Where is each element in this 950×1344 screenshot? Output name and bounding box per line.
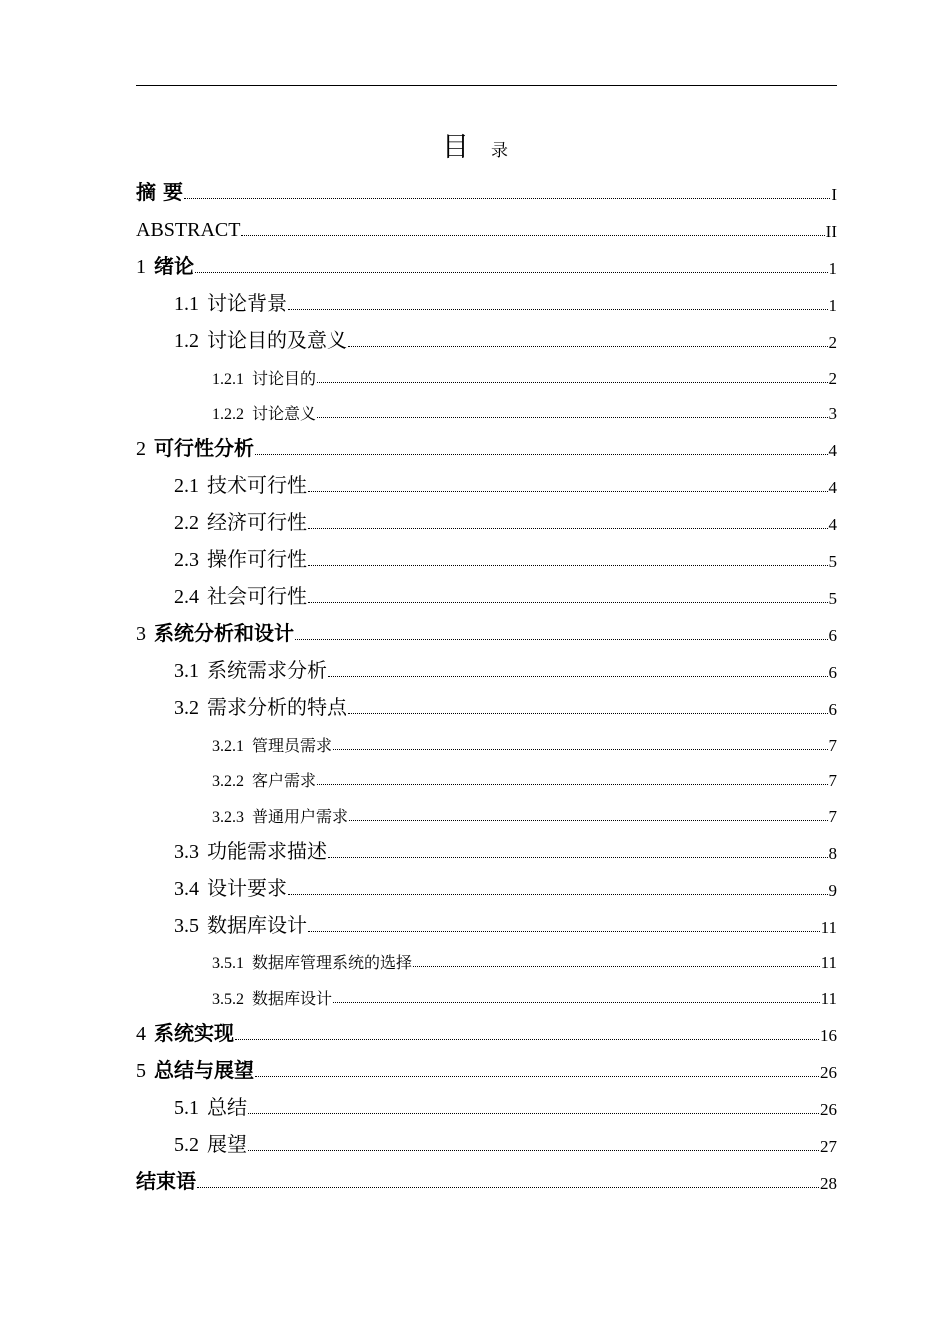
toc-entry-page: 11 xyxy=(820,988,837,1008)
dot-leader xyxy=(317,784,827,785)
dot-leader xyxy=(308,491,828,492)
toc-entry-label xyxy=(212,733,332,756)
dot-leader xyxy=(328,676,828,677)
toc-entry-page: 4 xyxy=(828,515,837,534)
toc-entry-page: 11 xyxy=(820,917,837,937)
toc-entry[interactable] xyxy=(136,1009,837,1046)
page-title xyxy=(0,128,950,171)
toc-entry-number: 3.4 xyxy=(174,877,199,900)
toc-entry[interactable] xyxy=(136,242,837,279)
toc-list xyxy=(136,168,837,1194)
toc-entry-text: 技术可行性 xyxy=(207,473,307,497)
toc-entry-page: 6 xyxy=(828,700,837,719)
toc-entry-page: I xyxy=(831,185,837,204)
toc-entry[interactable] xyxy=(136,864,837,901)
dot-leader xyxy=(184,198,830,199)
toc-entry-text: 客户需求 xyxy=(252,771,317,790)
toc-entry-text: 数据库设计 xyxy=(252,988,333,1008)
dot-leader xyxy=(317,382,827,383)
toc-entry-text: 经济可行性 xyxy=(207,510,307,534)
dot-leader xyxy=(255,454,828,455)
toc-entry-label xyxy=(212,401,316,424)
title-char-2: 录 xyxy=(491,141,508,161)
dot-leader xyxy=(288,894,828,895)
toc-entry-text: 操作可行性 xyxy=(207,547,307,571)
toc-entry-label xyxy=(174,324,347,353)
toc-entry-label xyxy=(174,469,307,498)
toc-entry-label xyxy=(136,176,183,205)
toc-entry-number: 2.2 xyxy=(174,512,199,534)
toc-entry-page: 9 xyxy=(828,880,837,900)
toc-entry-page: 7 xyxy=(828,735,837,755)
toc-entry[interactable] xyxy=(136,901,837,938)
dot-leader xyxy=(348,713,828,714)
toc-entry-number: 3.1 xyxy=(174,660,199,682)
toc-entry-label xyxy=(212,986,332,1009)
toc-entry-page: 26 xyxy=(820,1062,837,1082)
toc-entry-number: 2.1 xyxy=(174,475,199,497)
toc-entry-text: 总结 xyxy=(207,1094,247,1119)
toc-entry-text: 可行性分析 xyxy=(154,436,254,460)
toc-entry-number: 1.2.1 xyxy=(212,370,244,388)
toc-entry[interactable] xyxy=(136,498,837,535)
toc-entry-number: 3.2.2 xyxy=(212,773,244,790)
toc-entry-label xyxy=(212,804,348,827)
toc-entry-label xyxy=(174,691,347,720)
toc-entry-text: 讨论目的 xyxy=(252,368,317,388)
toc-entry-number: 3.3 xyxy=(174,840,199,863)
toc-entry-number: 3.2.3 xyxy=(212,808,244,826)
toc-entry-page: 6 xyxy=(828,626,837,645)
toc-entry[interactable] xyxy=(136,973,837,1009)
toc-entry-text: 讨论意义 xyxy=(252,404,317,423)
dot-leader xyxy=(255,1076,819,1077)
toc-entry[interactable] xyxy=(136,827,837,864)
toc-entry-page: 4 xyxy=(828,478,837,497)
toc-entry-number: 3.5 xyxy=(174,914,199,937)
toc-entry-text: 总结与展望 xyxy=(154,1057,254,1082)
toc-entry[interactable] xyxy=(136,461,837,498)
toc-entry[interactable] xyxy=(136,791,837,827)
toc-entry-label xyxy=(174,287,287,316)
toc-entry[interactable] xyxy=(136,205,837,242)
toc-entry-label xyxy=(136,1017,234,1046)
toc-entry-page: 1 xyxy=(828,296,837,315)
toc-entry-label xyxy=(174,872,287,901)
toc-entry-label xyxy=(136,250,194,279)
dot-leader xyxy=(248,1150,819,1151)
toc-entry-label xyxy=(174,1128,247,1157)
toc-entry-text: 摘 要 xyxy=(136,180,183,204)
dot-leader xyxy=(235,1039,819,1040)
toc-entry-label xyxy=(174,543,307,572)
dot-leader xyxy=(288,309,828,310)
toc-entry-page: 3 xyxy=(828,404,837,423)
toc-entry-label xyxy=(136,1165,196,1194)
toc-entry-page: 26 xyxy=(820,1099,837,1119)
dot-leader xyxy=(333,1002,820,1003)
toc-entry-text: 功能需求描述 xyxy=(207,838,327,863)
toc-entry-text: 展望 xyxy=(207,1131,247,1156)
dot-leader xyxy=(349,820,827,821)
dot-leader xyxy=(308,565,828,566)
toc-entry-number: 3.5.1 xyxy=(212,955,244,972)
toc-entry-number: 3 xyxy=(136,623,146,645)
toc-entry-text: 系统需求分析 xyxy=(207,658,327,682)
toc-entry-page: 4 xyxy=(828,441,837,460)
toc-entry-page: 2 xyxy=(828,368,837,388)
toc-entry[interactable] xyxy=(136,609,837,646)
toc-entry-text: 系统分析和设计 xyxy=(154,621,294,645)
toc-entry-text: 设计要求 xyxy=(207,875,287,900)
toc-entry-text: 讨论背景 xyxy=(207,291,287,315)
dot-leader xyxy=(308,602,828,603)
title-char-1: 目 xyxy=(442,132,469,163)
dot-leader xyxy=(295,639,828,640)
toc-entry-text: 管理员需求 xyxy=(252,735,333,755)
toc-entry-number: 3.2 xyxy=(174,697,199,719)
toc-entry-number: 4 xyxy=(136,1022,146,1045)
dot-leader xyxy=(413,966,820,967)
toc-entry-label xyxy=(136,1054,254,1083)
toc-entry[interactable] xyxy=(136,756,837,792)
toc-entry[interactable] xyxy=(136,279,837,316)
toc-entry-label xyxy=(212,768,316,791)
toc-entry-text: 普通用户需求 xyxy=(252,806,349,826)
toc-entry-label xyxy=(212,366,316,389)
toc-entry-text: 数据库设计 xyxy=(207,912,307,937)
toc-entry-label xyxy=(174,835,327,864)
toc-entry-page: II xyxy=(825,222,837,241)
toc-entry[interactable] xyxy=(136,1120,837,1157)
toc-entry[interactable] xyxy=(136,1083,837,1120)
toc-entry-number: 1.2.2 xyxy=(212,406,244,423)
dot-leader xyxy=(197,1187,819,1188)
toc-entry-number: 5 xyxy=(136,1059,146,1082)
toc-entry-number: 3.2.1 xyxy=(212,737,244,755)
toc-entry-page: 5 xyxy=(828,589,837,608)
toc-entry[interactable] xyxy=(136,646,837,683)
toc-entry[interactable] xyxy=(136,683,837,720)
toc-entry-page: 7 xyxy=(828,771,837,790)
dot-leader xyxy=(333,749,827,750)
toc-entry-page: 7 xyxy=(828,806,837,826)
toc-entry[interactable] xyxy=(136,1157,837,1194)
toc-entry[interactable] xyxy=(136,353,837,389)
toc-entry-number: 1.1 xyxy=(174,293,199,315)
toc-entry-label xyxy=(136,219,240,242)
toc-entry-text: 需求分析的特点 xyxy=(207,695,347,719)
toc-entry-number: 2.4 xyxy=(174,586,199,608)
toc-entry-page: 8 xyxy=(828,843,837,863)
toc-entry-page: 16 xyxy=(820,1025,837,1045)
toc-entry[interactable] xyxy=(136,1046,837,1083)
toc-entry-label xyxy=(212,950,412,973)
toc-entry[interactable] xyxy=(136,572,837,609)
toc-entry-page: 2 xyxy=(828,333,837,352)
toc-entry-page: 1 xyxy=(828,259,837,278)
dot-leader xyxy=(241,235,824,236)
toc-entry-number: 5.1 xyxy=(174,1096,199,1119)
header-rule xyxy=(136,85,837,86)
toc-entry-text: ABSTRACT xyxy=(136,219,241,241)
dot-leader xyxy=(348,346,828,347)
dot-leader xyxy=(308,931,820,932)
toc-entry-number: 1 xyxy=(136,256,146,278)
toc-entry[interactable] xyxy=(136,389,837,425)
toc-entry[interactable] xyxy=(136,535,837,572)
toc-entry-number: 2 xyxy=(136,438,146,460)
dot-leader xyxy=(248,1113,819,1114)
toc-entry-page: 6 xyxy=(828,663,837,682)
toc-entry-text: 系统实现 xyxy=(154,1020,234,1045)
toc-entry[interactable] xyxy=(136,424,837,461)
toc-entry-number: 5.2 xyxy=(174,1133,199,1156)
toc-entry[interactable] xyxy=(136,720,837,756)
dot-leader xyxy=(308,528,828,529)
dot-leader xyxy=(195,272,828,273)
toc-entry-label xyxy=(174,580,307,609)
toc-entry[interactable] xyxy=(136,316,837,353)
toc-entry-label xyxy=(174,1091,247,1120)
toc-entry-number: 1.2 xyxy=(174,330,199,352)
toc-entry[interactable] xyxy=(136,168,837,205)
toc-entry-label xyxy=(136,617,294,646)
toc-entry-label xyxy=(174,506,307,535)
toc-entry-label xyxy=(174,654,327,683)
toc-entry-page: 27 xyxy=(820,1136,837,1156)
dot-leader xyxy=(328,857,828,858)
toc-entry-number: 2.3 xyxy=(174,549,199,571)
toc-entry-page: 5 xyxy=(828,552,837,571)
toc-entry-page: 11 xyxy=(820,953,837,972)
dot-leader xyxy=(317,417,827,418)
toc-entry-text: 结束语 xyxy=(136,1168,196,1193)
toc-entry-text: 数据库管理系统的选择 xyxy=(252,953,413,972)
toc-entry-label xyxy=(174,909,307,938)
toc-entry-text: 社会可行性 xyxy=(207,584,307,608)
toc-entry[interactable] xyxy=(136,938,837,974)
toc-entry-page: 28 xyxy=(820,1173,837,1193)
toc-entry-text: 讨论目的及意义 xyxy=(207,328,347,352)
toc-entry-text: 绪论 xyxy=(154,254,194,278)
toc-entry-number: 3.5.2 xyxy=(212,990,244,1008)
toc-entry-label xyxy=(136,432,254,461)
